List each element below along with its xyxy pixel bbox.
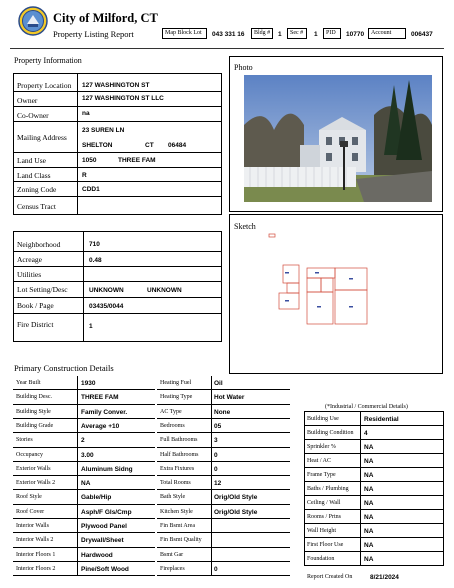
book-page-label: Book / Page <box>17 301 54 310</box>
building-sketch <box>265 232 380 332</box>
mailing-state: CT <box>145 142 154 149</box>
account-value: 006437 <box>411 31 433 38</box>
construction-col3-value: NA <box>364 528 374 535</box>
construction-col3-row-divider <box>305 495 443 496</box>
construction-col2-value: Hot Water <box>214 394 245 402</box>
construction-col2-value: Orig/Old Style <box>214 494 258 502</box>
construction-col2-label: Kitchen Style <box>160 508 193 515</box>
zoning-label: Zoning Code <box>17 185 57 194</box>
sketch-title: Sketch <box>234 222 256 231</box>
pid-value: 10770 <box>346 31 365 38</box>
owner-label: Owner <box>17 96 38 105</box>
construction-col1-value: Asph/F Gls/Cmp <box>81 508 132 516</box>
mailing-zip: 06484 <box>168 142 187 149</box>
construction-col2-row-divider <box>157 489 290 490</box>
neighborhood-label: Neighborhood <box>17 240 61 249</box>
construction-col3-row-divider <box>305 509 443 510</box>
construction-col1-row-divider <box>13 432 155 433</box>
construction-col3-label: Building Condition <box>307 430 354 436</box>
construction-col3-label: Frame Type <box>307 472 336 478</box>
construction-col2-label: Extra Fixtures <box>160 465 195 472</box>
construction-col2-label: Bsmt Gar <box>160 551 184 558</box>
construction-col3-label: Foundation <box>307 556 335 562</box>
construction-col1-value: Family Conver. <box>81 408 128 416</box>
construction-col3-value: NA <box>364 458 374 465</box>
construction-col3-value: NA <box>364 514 374 521</box>
account-label: Account <box>368 28 406 39</box>
commercial-title: (*Industrial / Commercial Details) <box>325 404 408 410</box>
construction-col1-value: 3.00 <box>81 451 94 459</box>
construction-col1-vertical-divider <box>77 376 78 576</box>
construction-col1-value: 1930 <box>81 380 96 387</box>
construction-col2-row-divider <box>157 432 290 433</box>
property-info-divider <box>77 73 78 215</box>
construction-col3-value: NA <box>364 472 374 479</box>
construction-col1-row-divider <box>13 475 155 476</box>
construction-col1-row-divider <box>13 575 155 576</box>
lot-desc-value: UNKNOWN <box>147 287 182 294</box>
construction-col3-label: Building Use <box>307 416 339 422</box>
construction-col1-label: Year Built <box>16 380 41 386</box>
construction-col1-row-divider <box>13 504 155 505</box>
mailing-street: 23 SUREN LN <box>82 127 125 134</box>
construction-col3-vertical-divider <box>360 412 361 566</box>
construction-col2-label: Full Bathrooms <box>160 437 198 444</box>
construction-col1-label: Interior Walls <box>16 523 49 529</box>
construction-col1-value: Drywall/Sheet <box>81 537 124 545</box>
construction-col3-value: NA <box>364 444 374 451</box>
construction-col1-value: Pine/Soft Wood <box>81 565 129 573</box>
construction-col1-value: Average +10 <box>81 422 120 430</box>
coowner-label: Co-Owner <box>17 111 49 120</box>
construction-col3-row-divider <box>305 439 443 440</box>
construction-title: Primary Construction Details <box>14 363 114 373</box>
construction-col1-row-divider <box>13 404 155 405</box>
construction-col3-row-divider <box>305 425 443 426</box>
construction-col2-label: Half Bathrooms <box>160 451 199 458</box>
zoning-value: CDD1 <box>82 186 100 193</box>
construction-col3 <box>304 411 444 566</box>
construction-col1 <box>13 376 155 576</box>
mailing-city: SHELTON <box>82 142 113 149</box>
coowner-value: na <box>82 110 90 117</box>
construction-col2-label: Fin Bsmt Area <box>160 523 196 529</box>
construction-col1-row-divider <box>13 547 155 548</box>
construction-col2-row-divider <box>157 532 290 533</box>
lot-setting-value: UNKNOWN <box>89 287 124 294</box>
construction-col1-label: Stories <box>16 437 33 444</box>
construction-col2 <box>157 376 290 576</box>
construction-col2-value: 3 <box>214 437 218 445</box>
construction-col3-row-divider <box>305 523 443 524</box>
construction-col2-label: Heating Type <box>160 394 193 401</box>
land-use-code: 1050 <box>82 157 97 164</box>
construction-col2-row-divider <box>157 561 290 562</box>
construction-col2-row-divider <box>157 418 290 419</box>
construction-col2-value: Orig/Old Style <box>214 508 258 516</box>
location-value: 127 WASHINGTON ST <box>82 82 150 89</box>
construction-col2-vertical-divider <box>211 376 212 576</box>
construction-col2-label: Bedrooms <box>160 422 185 429</box>
construction-col1-value: Aluminum Sidng <box>81 465 133 473</box>
bldg-label: Bldg # <box>251 28 273 39</box>
mailing-label: Mailing Address <box>17 133 67 142</box>
property-photo <box>244 75 432 202</box>
construction-col3-value: Residential <box>364 416 399 423</box>
construction-col1-label: Interior Floors 1 <box>16 551 56 558</box>
land-class-value: R <box>82 172 87 179</box>
location-label: Property Location <box>17 81 72 90</box>
construction-col3-value: NA <box>364 500 374 507</box>
construction-col3-label: Heat / AC <box>307 458 331 464</box>
construction-col2-label: Total Rooms <box>160 480 191 487</box>
photo-title: Photo <box>234 63 253 72</box>
fire-district-value: 1 <box>89 323 93 330</box>
construction-col1-row-divider <box>13 461 155 462</box>
construction-col2-value: Oil <box>214 380 223 387</box>
construction-col2-row-divider <box>157 389 290 390</box>
construction-col2-label: Fireplaces <box>160 565 185 572</box>
fire-district-label: Fire District <box>17 320 54 329</box>
acreage-label: Acreage <box>17 255 42 264</box>
construction-col1-row-divider <box>13 447 155 448</box>
city-seal-icon <box>18 6 48 36</box>
construction-col1-label: Interior Floors 2 <box>16 565 56 572</box>
construction-col2-value: 0 <box>214 565 218 573</box>
construction-col2-value: None <box>214 408 231 416</box>
neighborhood-value: 710 <box>89 241 100 248</box>
construction-col1-row-divider <box>13 561 155 562</box>
construction-col2-value: 05 <box>214 422 222 430</box>
construction-col1-label: Roof Style <box>16 494 42 501</box>
construction-col3-row-divider <box>305 467 443 468</box>
report-created-value: 8/21/2024 <box>370 574 399 581</box>
census-label: Census Tract <box>17 202 56 211</box>
construction-col3-row-divider <box>305 537 443 538</box>
construction-col3-label: First Floor Use <box>307 542 344 548</box>
sec-value: 1 <box>314 31 318 38</box>
construction-col1-value: Gable/Hip <box>81 494 112 502</box>
construction-col1-row-divider <box>13 532 155 533</box>
construction-col3-row-divider <box>305 565 443 566</box>
report-title: Property Listing Report <box>53 29 134 39</box>
construction-col2-label: Heating Fuel <box>160 380 192 386</box>
construction-col3-label: Rooms / Prtns <box>307 514 342 520</box>
header-divider <box>10 48 444 49</box>
property-info-title: Property Information <box>14 56 82 65</box>
acreage-value: 0.48 <box>89 257 102 264</box>
construction-col2-label: AC Type <box>160 408 182 415</box>
bldg-value: 1 <box>278 31 282 38</box>
book-page-value: 03435/0044 <box>89 303 124 310</box>
construction-col1-row-divider <box>13 389 155 390</box>
construction-col1-row-divider <box>13 489 155 490</box>
construction-col2-value: 0 <box>214 465 218 473</box>
sec-label: Sec # <box>287 28 307 39</box>
construction-col1-value: 2 <box>81 437 85 445</box>
construction-col2-row-divider <box>157 447 290 448</box>
construction-col1-label: Building Style <box>16 408 51 415</box>
construction-col1-value: Plywood Panel <box>81 523 127 530</box>
construction-col3-value: 4 <box>364 430 368 437</box>
construction-col1-label: Interior Walls 2 <box>16 537 54 544</box>
construction-col2-row-divider <box>157 504 290 505</box>
lot-setting-label: Lot Setting/Desc <box>17 285 68 294</box>
owner-value: 127 WASHINGTON ST LLC <box>82 95 164 102</box>
construction-col1-value: THREE FAM <box>81 394 119 402</box>
land-class-label: Land Class <box>17 171 51 180</box>
construction-col1-label: Building Desc. <box>16 394 52 401</box>
construction-col3-row-divider <box>305 453 443 454</box>
utilities-label: Utilities <box>17 270 42 279</box>
construction-col2-row-divider <box>157 404 290 405</box>
construction-col1-row-divider <box>13 518 155 519</box>
construction-col2-row-divider <box>157 461 290 462</box>
construction-col3-label: Ceiling / Wall <box>307 500 341 506</box>
pid-label: PID <box>323 28 341 39</box>
construction-col1-row-divider <box>13 418 155 419</box>
construction-col1-label: Exterior Walls <box>16 465 51 472</box>
construction-col2-label: Fin Bsmt Quality <box>160 537 202 544</box>
construction-col3-row-divider <box>305 481 443 482</box>
construction-col1-label: Building Grade <box>16 422 54 429</box>
report-created-label: Report Created On <box>307 574 353 580</box>
construction-col1-label: Roof Cover <box>16 508 45 515</box>
map-block-lot-label: Map Block Lot <box>162 28 207 39</box>
construction-col3-value: NA <box>364 556 374 563</box>
construction-col2-row-divider <box>157 518 290 519</box>
construction-col2-row-divider <box>157 547 290 548</box>
construction-col2-row-divider <box>157 475 290 476</box>
construction-col2-value: 0 <box>214 451 218 459</box>
construction-col1-label: Exterior Walls 2 <box>16 480 56 487</box>
map-block-lot-value: 043 331 16 <box>212 31 245 38</box>
construction-col2-row-divider <box>157 575 290 576</box>
construction-col3-label: Sprinkler % <box>307 444 336 450</box>
construction-col1-value: NA <box>81 480 91 488</box>
construction-col3-value: NA <box>364 542 374 549</box>
construction-col3-value: NA <box>364 486 374 493</box>
construction-col2-value: 12 <box>214 480 222 488</box>
construction-col3-label: Baths / Plumbing <box>307 486 349 492</box>
construction-col3-label: Wall Height <box>307 528 337 534</box>
construction-col2-label: Bath Style <box>160 494 186 501</box>
construction-col1-label: Occupancy <box>16 451 43 458</box>
construction-col1-value: Hardwood <box>81 551 113 559</box>
land-use-label: Land Use <box>17 156 46 165</box>
city-title: City of Milford, CT <box>53 11 158 25</box>
land-use-desc: THREE FAM <box>118 157 156 164</box>
construction-col3-row-divider <box>305 551 443 552</box>
